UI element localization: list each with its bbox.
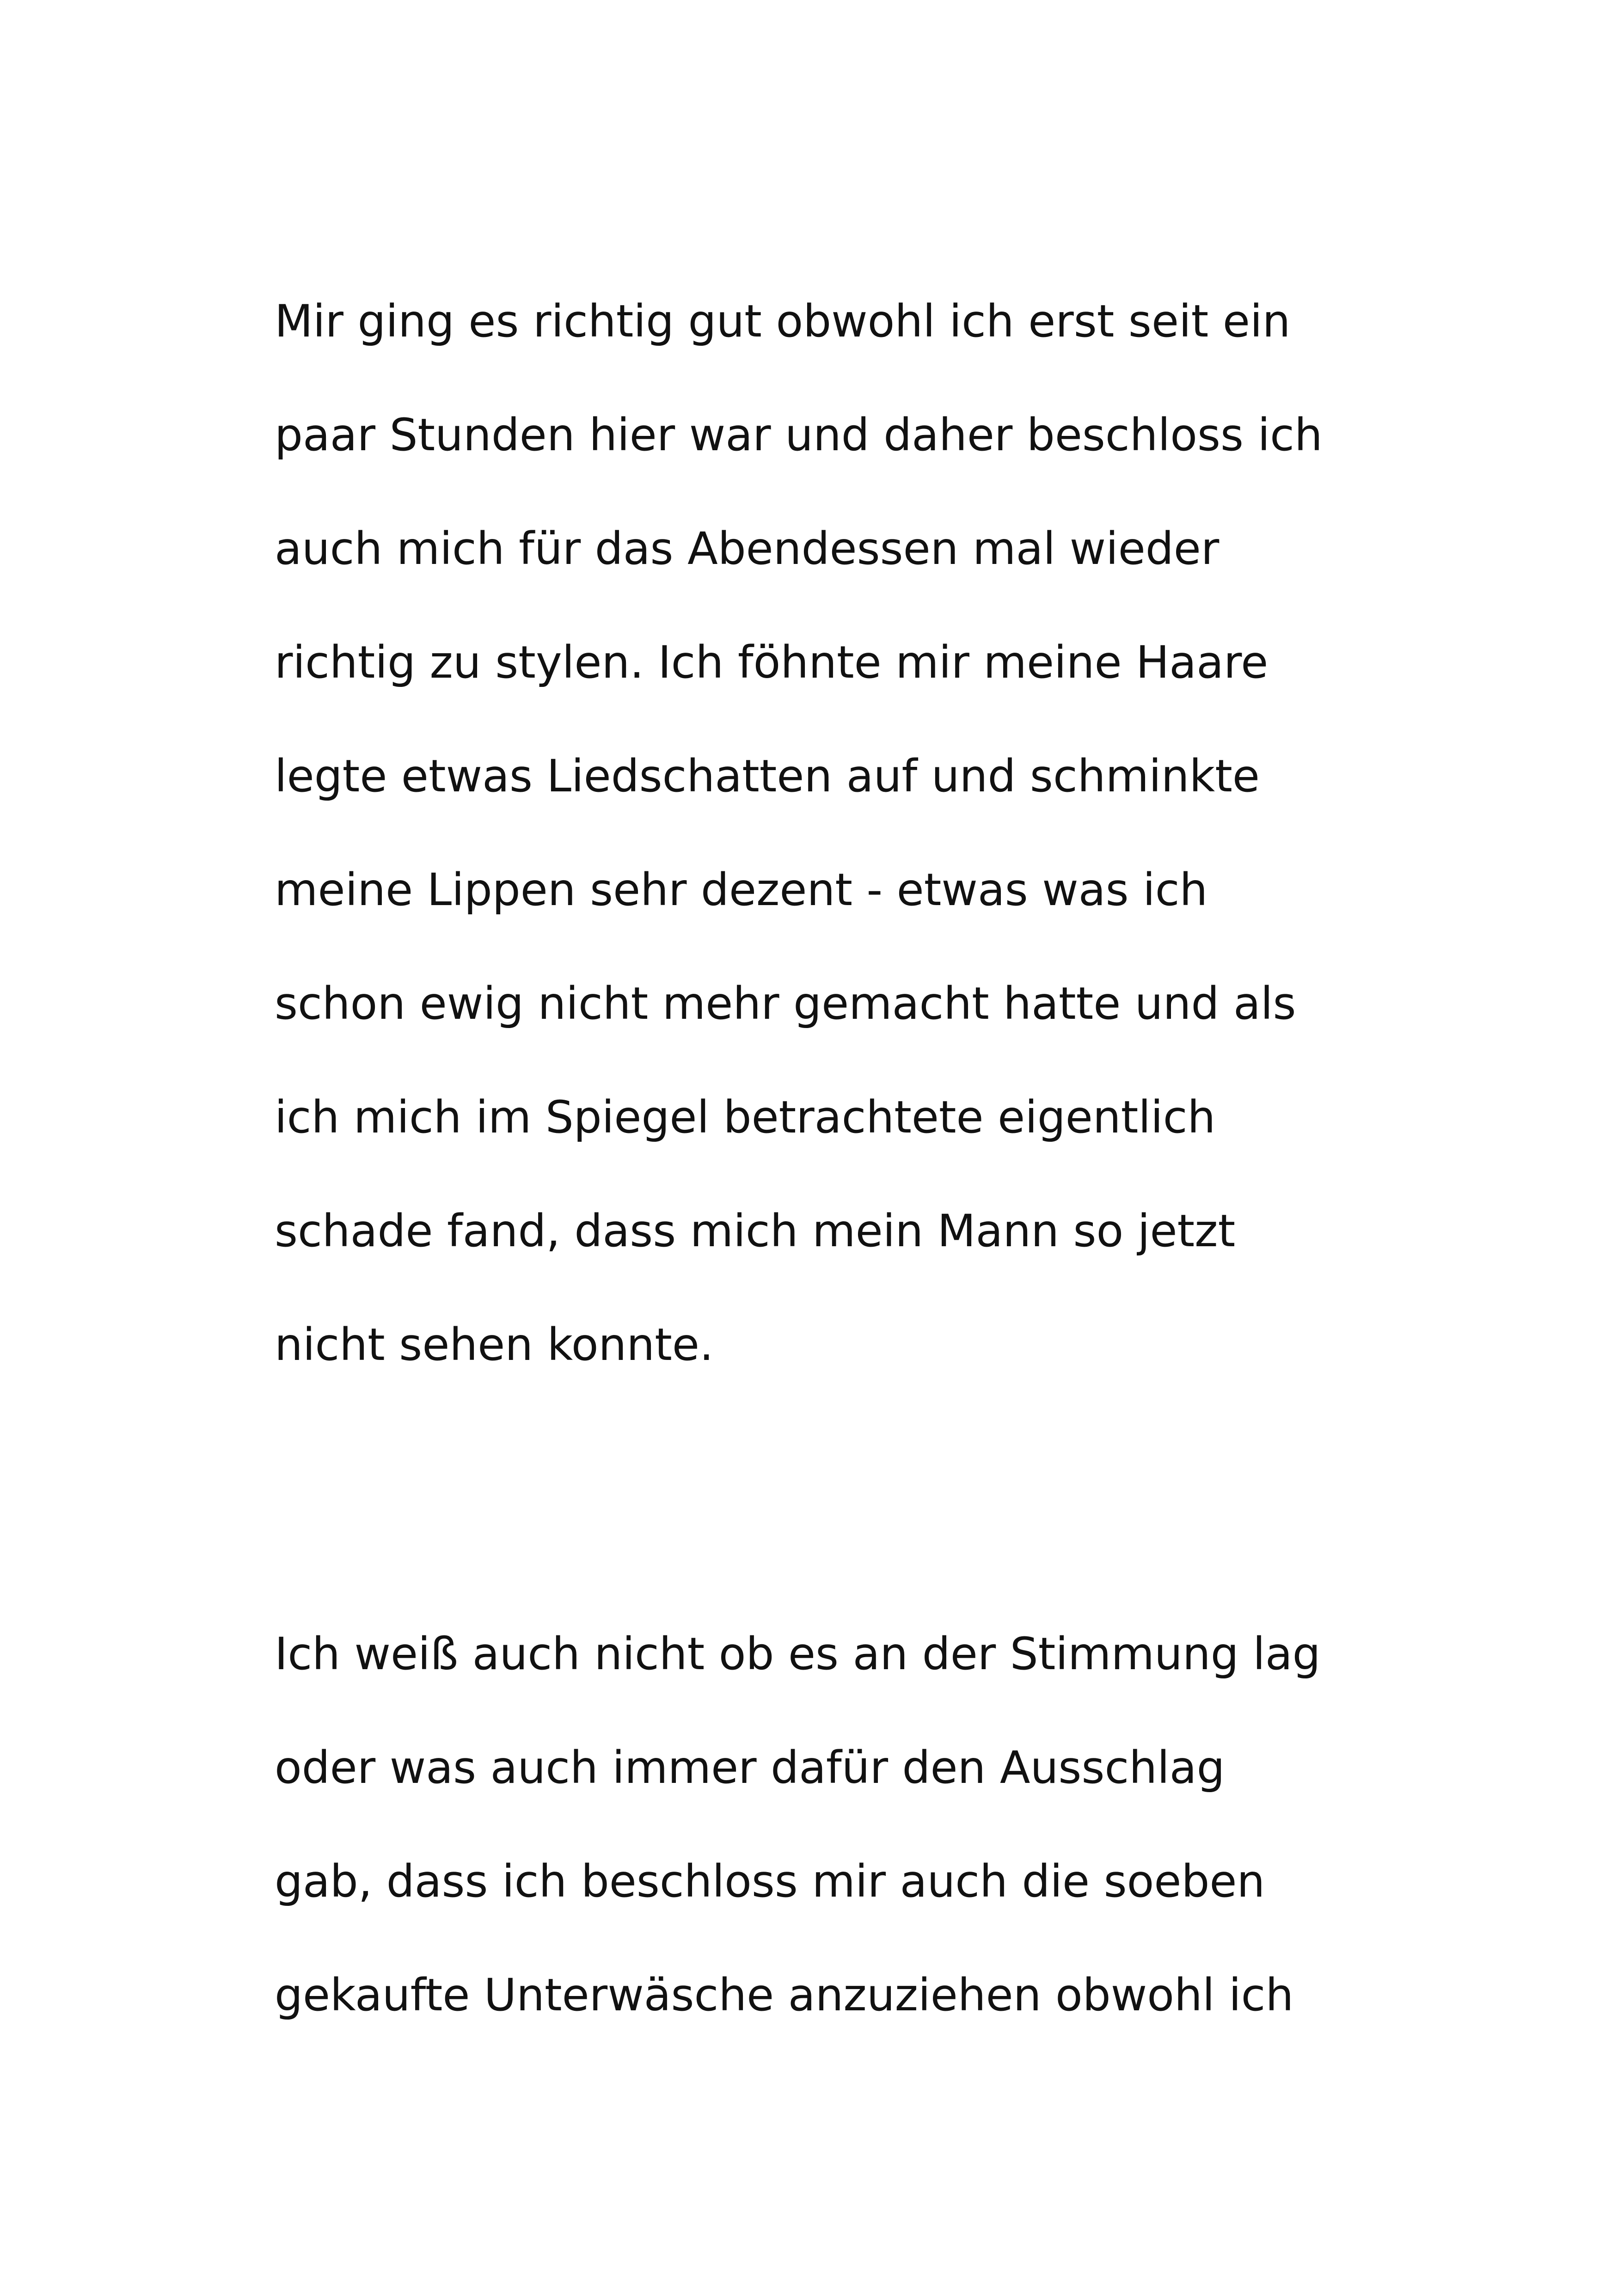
- text-line: Mir ging es richtig gut obwohl ich erst seit ein: [275, 295, 1291, 347]
- text-line: schon ewig nicht mehr gemacht hatte und als: [275, 978, 1296, 1029]
- text-line: richtig zu stylen. Ich föhnte mir meine Haare: [275, 637, 1269, 688]
- text-line: paar Stunden hier war und daher beschloss ich: [275, 409, 1323, 461]
- text-line: gekaufte Unterwäsche anzuziehen obwohl ich: [275, 1969, 1294, 2021]
- text-line: ich mich im Spiegel betrachtete eigentlich: [275, 1091, 1216, 1143]
- paragraph-1: [275, 264, 1384, 1402]
- paragraph-2: [275, 1597, 1384, 2052]
- text-line: meine Lippen sehr dezent - etwas was ich: [275, 864, 1208, 916]
- text-line: legte etwas Liedschatten auf und schminkte: [275, 750, 1260, 802]
- text-line: Ich weiß auch nicht ob es an der Stimmung lag: [275, 1628, 1321, 1680]
- text-line: nicht sehen konnte.: [275, 1319, 714, 1371]
- text-line: schade fand, dass mich mein Mann so jetzt: [275, 1205, 1236, 1257]
- text-line: oder was auch immer dafür den Ausschlag: [275, 1742, 1225, 1794]
- text-line: auch mich für das Abendessen mal wieder: [275, 523, 1220, 575]
- text-line: gab, dass ich beschloss mir auch die soeben: [275, 1855, 1265, 1907]
